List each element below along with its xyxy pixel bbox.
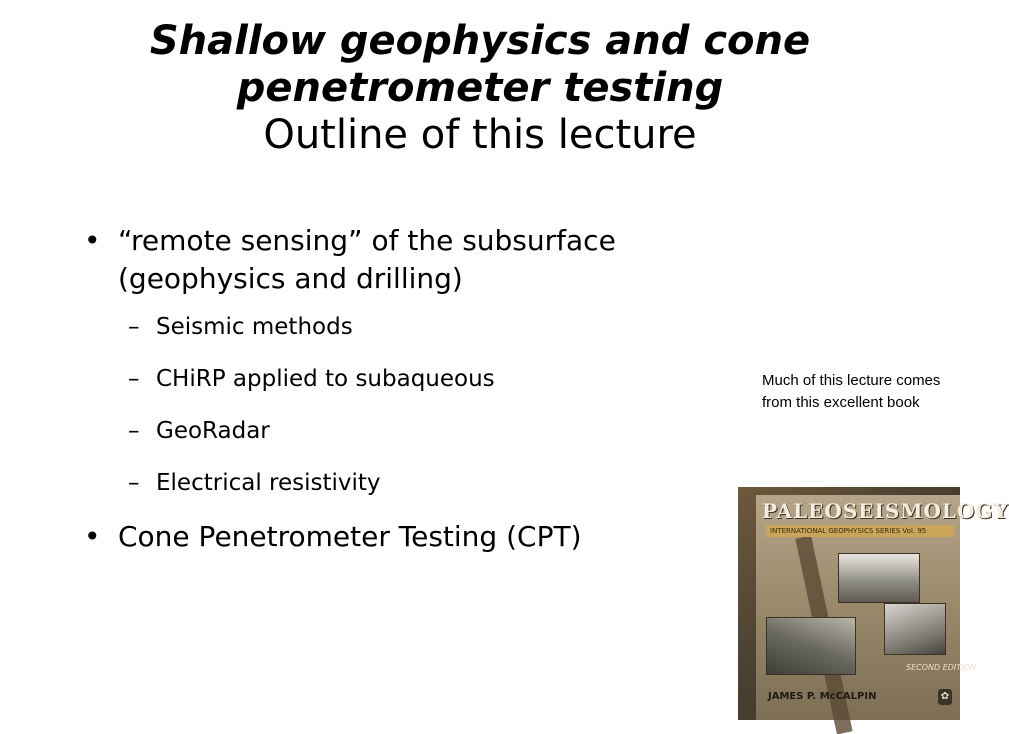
slide-title-main: Shallow geophysics and cone penetrometer testing bbox=[149, 18, 811, 111]
bullet-text: Cone Penetrometer Testing (CPT) bbox=[118, 520, 582, 553]
bullet-item bbox=[84, 518, 744, 556]
book-cover-photo bbox=[738, 487, 1009, 720]
slide-title bbox=[60, 18, 900, 159]
slide-subtitle: Outline of this lecture bbox=[263, 112, 697, 158]
book-series: INTERNATIONAL GEOPHYSICS SERIES Vol. 95 bbox=[766, 525, 954, 537]
dash-glyph: – bbox=[128, 470, 140, 496]
cover-photo-mountains bbox=[838, 553, 920, 603]
cover-photo-trench bbox=[766, 617, 856, 675]
bullet-glyph: • bbox=[84, 520, 101, 553]
dash-glyph: – bbox=[128, 366, 140, 392]
sub-bullet-text: Seismic methods bbox=[156, 314, 353, 340]
book-cover bbox=[756, 495, 1009, 720]
publisher-logo-icon: ✿ bbox=[938, 689, 952, 705]
bullet-list bbox=[84, 222, 744, 556]
sub-bullet-item bbox=[84, 416, 744, 446]
sub-bullet-text: CHiRP applied to subaqueous bbox=[156, 366, 495, 392]
sub-bullet-text: Electrical resistivity bbox=[156, 470, 381, 496]
book-editor: JAMES P. McCALPIN bbox=[768, 691, 877, 702]
dash-glyph: – bbox=[128, 418, 140, 444]
book-note: Much of this lecture comes from this excellent book bbox=[762, 372, 941, 411]
sub-bullet-text: GeoRadar bbox=[156, 418, 270, 444]
bullet-glyph: • bbox=[84, 224, 101, 257]
bullet-item bbox=[84, 222, 744, 298]
sub-bullet-item bbox=[84, 364, 744, 394]
sub-bullet-item bbox=[84, 312, 744, 342]
bullet-text: “remote sensing” of the subsurface (geophysics and drilling) bbox=[118, 224, 616, 295]
book-title: PALEOSEISMOLOGY bbox=[762, 499, 1009, 523]
sub-bullet-item bbox=[84, 468, 744, 498]
book-edition: SECOND EDITION bbox=[906, 663, 976, 672]
cover-photo-outcrop bbox=[884, 603, 946, 655]
dash-glyph: – bbox=[128, 314, 140, 340]
